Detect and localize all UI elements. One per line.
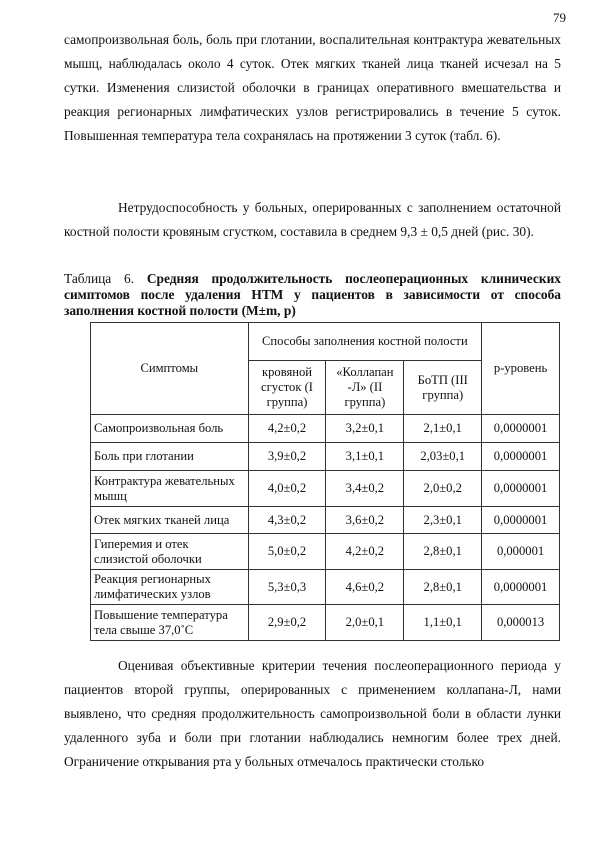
group-2-cell: 3,2±0,1 (326, 415, 404, 443)
header-symptoms: Симптомы (91, 323, 249, 415)
header-methods: Способы заполнения костной полости (248, 323, 482, 361)
group-2-cell: 3,6±0,2 (326, 507, 404, 534)
header-p-level: p-уровень (482, 323, 560, 415)
group-1-cell: 4,3±0,2 (248, 507, 326, 534)
p-level-cell: 0,0000001 (482, 471, 560, 507)
group-1-cell: 4,0±0,2 (248, 471, 326, 507)
table-row (91, 570, 560, 605)
p-level-cell: 0,0000001 (482, 443, 560, 471)
symptoms-table (90, 322, 560, 641)
group-3-cell: 2,0±0,2 (404, 471, 482, 507)
symptom-cell: Боль при глотании (91, 443, 249, 471)
group-3-cell: 2,8±0,1 (404, 570, 482, 605)
symptom-cell: Отек мягких тканей лица (91, 507, 249, 534)
group-2-cell: 3,1±0,1 (326, 443, 404, 471)
table-row (91, 471, 560, 507)
p-level-cell: 0,0000001 (482, 570, 560, 605)
group-1-cell: 5,3±0,3 (248, 570, 326, 605)
group-3-cell: 2,03±0,1 (404, 443, 482, 471)
group-3-cell: 2,8±0,1 (404, 534, 482, 570)
p-level-cell: 0,000001 (482, 534, 560, 570)
symptom-cell: Контрактура жевательных мышц (91, 471, 249, 507)
paragraph-1: самопроизвольная боль, боль при глотании, воспалительная контрактура жевательных мышц, наблюдалась около 4 суток. Отек мягких тканей лица тканей исчезал на 5 сутки. Изменения слизистой оболочки в границах оперативного вмешательства и реакция регионарных лимфатических узлов регистрировались в течение 5 суток. Повышенная температура тела сохранялась на протяжении 3 суток (табл. 6). (64, 32, 561, 143)
group-2-cell: 4,2±0,2 (326, 534, 404, 570)
symptom-cell: Самопроизвольная боль (91, 415, 249, 443)
page-number: 79 (553, 10, 566, 25)
symptom-cell: Гиперемия и отек слизистой оболочки (91, 534, 249, 570)
group-2-cell: 3,4±0,2 (326, 471, 404, 507)
group-1-cell: 4,2±0,2 (248, 415, 326, 443)
paragraph-2: Нетрудоспособность у больных, оперированных с заполнением остаточной костной полости кровяным сгустком, составила в среднем 9,3 ± 0,5 дней (рис. 30). (64, 200, 561, 239)
table-row (91, 534, 560, 570)
group-1-cell: 2,9±0,2 (248, 605, 326, 641)
group-2-cell: 4,6±0,2 (326, 570, 404, 605)
symptom-cell: Реакция регионарных лимфатических узлов (91, 570, 249, 605)
table-caption (64, 271, 561, 319)
table-row (91, 443, 560, 471)
group-3-cell: 2,1±0,1 (404, 415, 482, 443)
table-row (91, 507, 560, 534)
group-3-cell: 2,3±0,1 (404, 507, 482, 534)
group-2-cell: 2,0±0,1 (326, 605, 404, 641)
table-caption-title: Средняя продолжительность послеоперационных клинических симптомов после удаления НТМ у пациентов в зависимости от способа заполнения костной полости (M±m, p) (64, 271, 561, 318)
p-level-cell: 0,000013 (482, 605, 560, 641)
table-row (91, 605, 560, 641)
group-1-cell: 3,9±0,2 (248, 443, 326, 471)
table-row (91, 415, 560, 443)
header-group-3: БоТП (III группа) (404, 361, 482, 415)
group-3-cell: 1,1±0,1 (404, 605, 482, 641)
p-level-cell: 0,0000001 (482, 507, 560, 534)
table-caption-prefix: Таблица 6. (64, 271, 135, 286)
paragraph-3: Оценивая объективные критерии течения послеоперационного периода у пациентов второй группы, оперированных с применением коллапана-Л, нами выявлено, что средняя продолжительность самопроизвольной боли в области лунки удаленного зуба и боли при глотании наблюдались немногим более трех дней. Ограничение открывания рта у больных отмечалось практически столько (64, 658, 561, 769)
header-group-1: кровяной сгусток (I группа) (248, 361, 326, 415)
header-group-2: «Коллапан -Л» (II группа) (326, 361, 404, 415)
p-level-cell: 0,0000001 (482, 415, 560, 443)
group-1-cell: 5,0±0,2 (248, 534, 326, 570)
symptom-cell: Повышение температура тела свыше 37,0˚С (91, 605, 249, 641)
